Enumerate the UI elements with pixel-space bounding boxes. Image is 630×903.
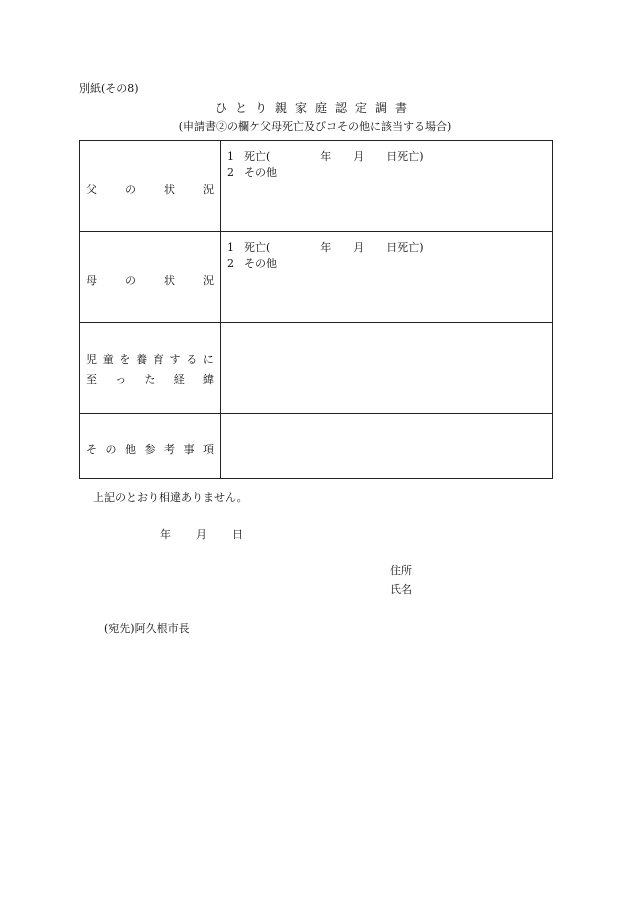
label-char: 状: [164, 183, 175, 196]
mother-option-other: [227, 255, 277, 271]
option-text: 死亡(: [244, 241, 271, 254]
addressee: (宛先)阿久根市長: [104, 622, 190, 635]
year-unit: 年: [320, 241, 332, 254]
option-text: その他: [244, 257, 277, 270]
mother-status-field[interactable]: [221, 232, 553, 323]
mother-row: [80, 232, 553, 323]
option-text: 死亡(: [244, 150, 271, 163]
month-unit: 月: [353, 241, 365, 254]
label-char: 況: [203, 274, 214, 287]
day-unit: 日: [232, 528, 243, 541]
label-char: 至: [86, 373, 97, 386]
month-unit: 月: [353, 150, 365, 163]
label-char: 考: [164, 443, 175, 456]
address-label: 住所: [390, 564, 412, 577]
label-char: 童: [102, 353, 114, 366]
option-number: 1: [227, 150, 234, 163]
label-char: 母: [86, 274, 97, 287]
label-char: る: [186, 353, 198, 366]
mother-status-label: [86, 272, 214, 288]
document-subtitle: (申請書②の欄ケ父母死亡及びコその他に該当する場合): [178, 120, 452, 133]
option-number: 2: [227, 166, 234, 179]
other-notes-label-cell: [80, 414, 221, 479]
circumstances-label-line1: [86, 351, 214, 367]
circumstances-label-line2: [86, 371, 214, 387]
label-char: 養: [136, 353, 148, 366]
day-unit: 日死亡): [386, 241, 424, 254]
label-char: 況: [203, 183, 214, 196]
month-unit: 月: [196, 528, 207, 541]
father-option-other: [227, 164, 277, 180]
name-label: 氏名: [390, 583, 412, 596]
year-unit: 年: [320, 150, 332, 163]
mother-label-cell: [80, 232, 221, 323]
confirmation-statement: 上記のとおり相違ありません。: [93, 491, 248, 504]
label-char: 緯: [203, 373, 214, 386]
other-notes-label: [86, 441, 214, 457]
form-table: [79, 140, 553, 479]
circumstances-row: [80, 323, 553, 414]
day-unit: 日死亡): [386, 150, 424, 163]
label-char: に: [202, 353, 214, 366]
other-notes-row: [80, 414, 553, 479]
label-char: の: [125, 274, 136, 287]
label-char: 参: [144, 443, 156, 456]
father-status-field[interactable]: [221, 141, 553, 232]
father-label-cell: [80, 141, 221, 232]
father-option-deceased: [227, 148, 424, 164]
label-char: 項: [203, 443, 214, 456]
year-unit: 年: [160, 528, 171, 541]
label-char: 事: [183, 443, 195, 456]
label-char: 状: [164, 274, 175, 287]
label-char: た: [144, 373, 156, 386]
label-char: 育: [152, 353, 164, 366]
label-char: を: [119, 353, 131, 366]
label-char: 父: [86, 183, 97, 196]
father-row: [80, 141, 553, 232]
document-title: ひとり親家庭認定調書: [214, 101, 415, 115]
date-line[interactable]: [160, 526, 243, 542]
option-number: 1: [227, 241, 234, 254]
option-number: 2: [227, 257, 234, 270]
label-char: の: [105, 443, 117, 456]
label-char: 経: [173, 373, 185, 386]
father-status-label: [86, 181, 214, 197]
label-char: 児: [86, 353, 97, 366]
annex-label: 別紙(その8): [79, 82, 139, 95]
label-char: す: [169, 353, 181, 366]
circumstances-label-cell: [80, 323, 221, 414]
label-char: 他: [125, 443, 136, 456]
option-text: その他: [244, 166, 277, 179]
label-char: っ: [115, 373, 127, 386]
label-char: の: [125, 183, 136, 196]
other-notes-field[interactable]: [221, 414, 553, 479]
circumstances-field[interactable]: [221, 323, 553, 414]
label-char: そ: [86, 443, 97, 456]
mother-option-deceased: [227, 239, 424, 255]
